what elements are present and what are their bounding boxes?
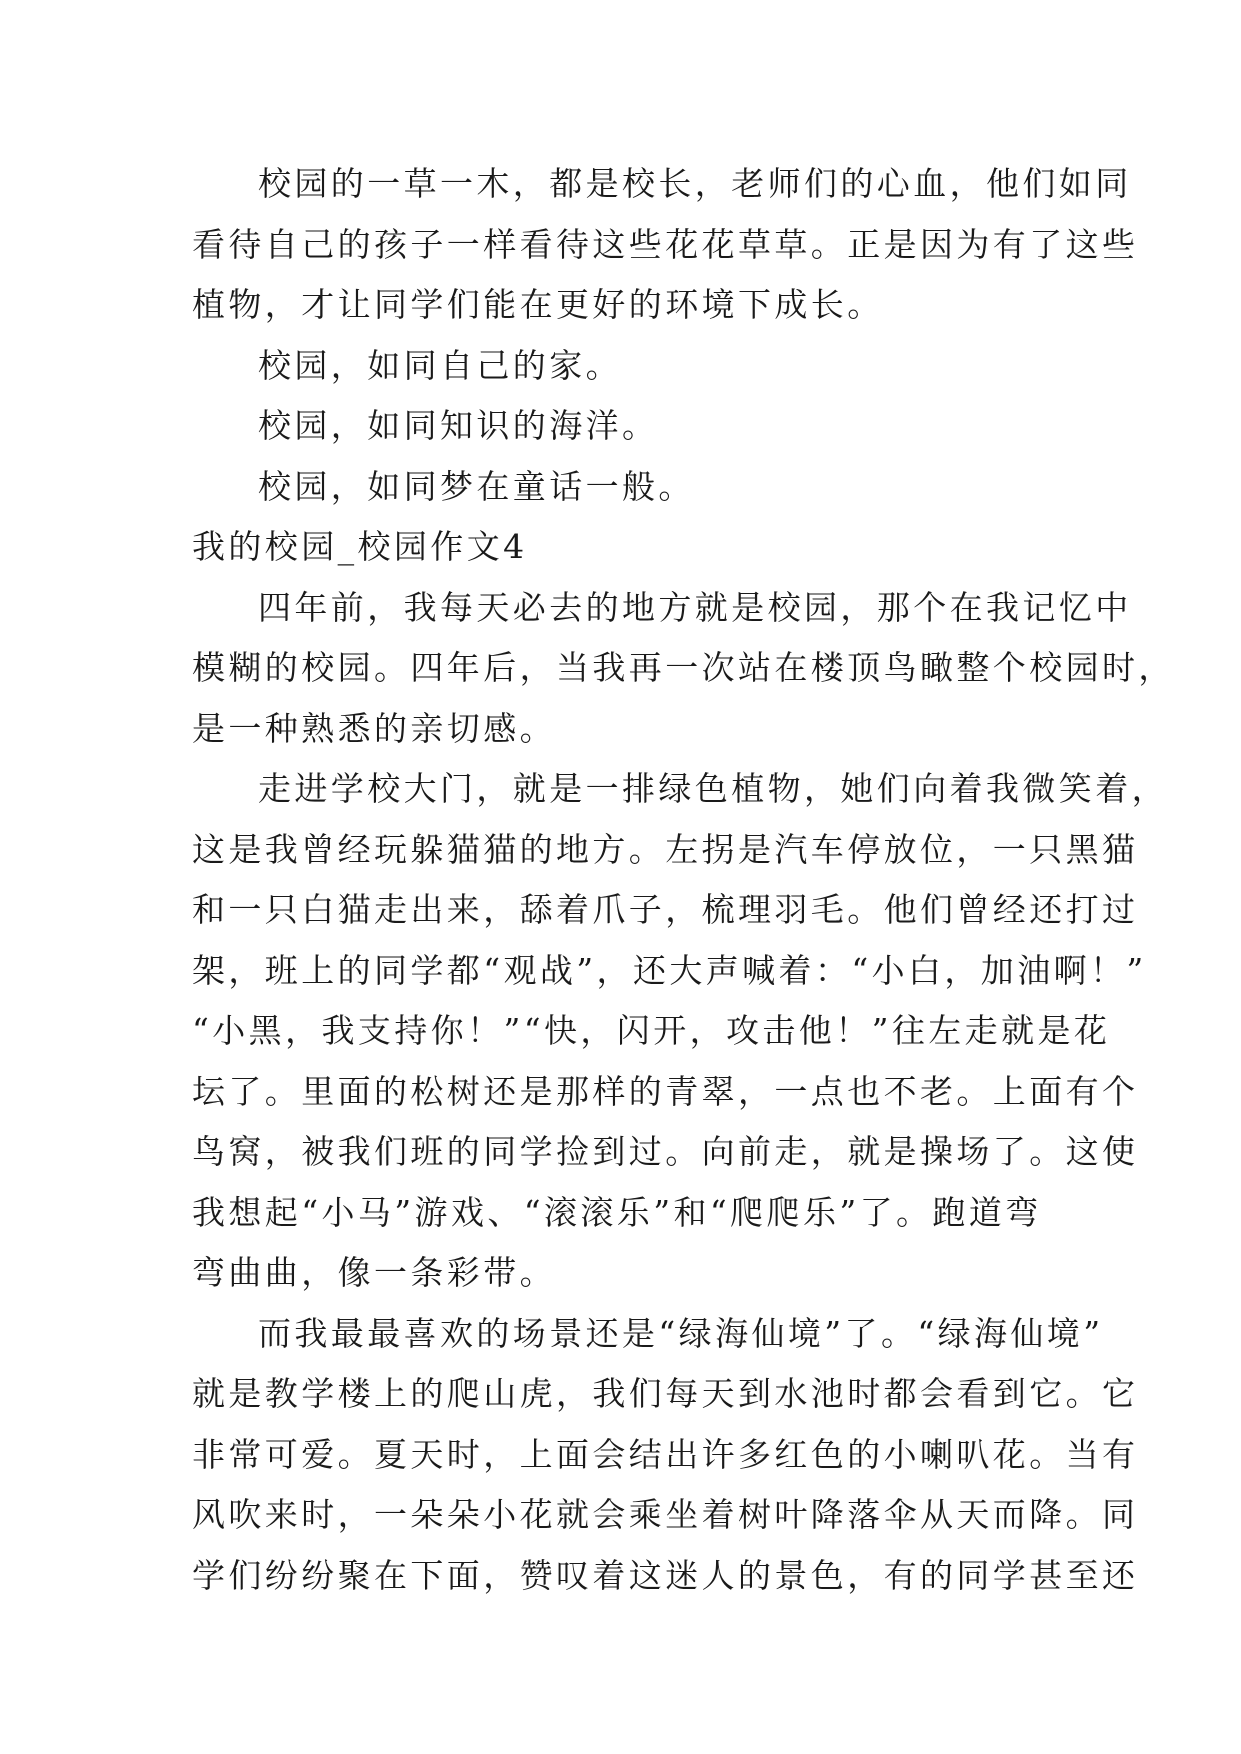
paragraph-line: 校园，如同梦在童话一般。 xyxy=(258,466,695,506)
paragraph-line: 架，班上的同学都“观战”，还大声喊着：“小白，加油啊！” xyxy=(192,950,1147,990)
document-page xyxy=(192,154,1175,1606)
paragraph-line: 校园，如同知识的海洋。 xyxy=(258,406,659,445)
paragraph-line: 是一种熟悉的亲切感。 xyxy=(192,708,556,748)
paragraph-line: 这是我曾经玩躲猫猫的地方。左拐是汽车停放位，一只黑猫 xyxy=(192,829,1139,869)
paragraph-line: 看待自己的孩子一样看待这些花花草草。正是因为有了这些 xyxy=(192,224,1139,264)
paragraph-line: 四年前，我每天必去的地方就是校园，那个在我记忆中 xyxy=(258,587,1132,627)
paragraph-line: 和一只白猫走出来，舔着爪子，梳理羽毛。他们曾经还打过 xyxy=(192,890,1139,929)
paragraph-line: 校园的一草一木，都是校长，老师们的心血，他们如同 xyxy=(258,164,1132,203)
paragraph-line: 而我最最喜欢的场景还是“绿海仙境”了。“绿海仙境” xyxy=(258,1313,1104,1353)
paragraph-line: 坛了。里面的松树还是那样的青翠，一点也不老。上面有个 xyxy=(192,1071,1139,1111)
paragraph-line: 风吹来时，一朵朵小花就会乘坐着树叶降落伞从天而降。同 xyxy=(192,1495,1139,1534)
paragraph-line: 就是教学楼上的爬山虎，我们每天到水池时都会看到它。它 xyxy=(192,1374,1139,1413)
paragraph-line: 弯曲曲，像一条彩带。 xyxy=(192,1253,556,1292)
paragraph-line: 非常可爱。夏天时，上面会结出许多红色的小喇叭花。当有 xyxy=(192,1434,1139,1474)
paragraph-line: 模糊的校园。四年后，当我再一次站在楼顶鸟瞰整个校园时， xyxy=(192,648,1175,687)
paragraph-line: 学们纷纷聚在下面，赞叹着这迷人的景色，有的同学甚至还 xyxy=(192,1555,1139,1595)
paragraph-line: 我想起“小马”游戏、“滚滚乐”和“爬爬乐”了。跑道弯 xyxy=(192,1192,1042,1232)
paragraph-line: 植物，才让同学们能在更好的环境下成长。 xyxy=(192,285,884,324)
paragraph-line: 走进学校大门，就是一排绿色植物，她们向着我微笑着， xyxy=(258,769,1168,808)
paragraph-line: “小黑，我支持你！”“快，闪开，攻击他！”往左走就是花 xyxy=(192,1011,1111,1050)
paragraph-line: 校园，如同自己的家。 xyxy=(258,345,622,385)
section-heading: 我的校园_校园作文4 xyxy=(192,527,528,566)
paragraph-line: 鸟窝，被我们班的同学捡到过。向前走，就是操场了。这使 xyxy=(192,1132,1139,1171)
